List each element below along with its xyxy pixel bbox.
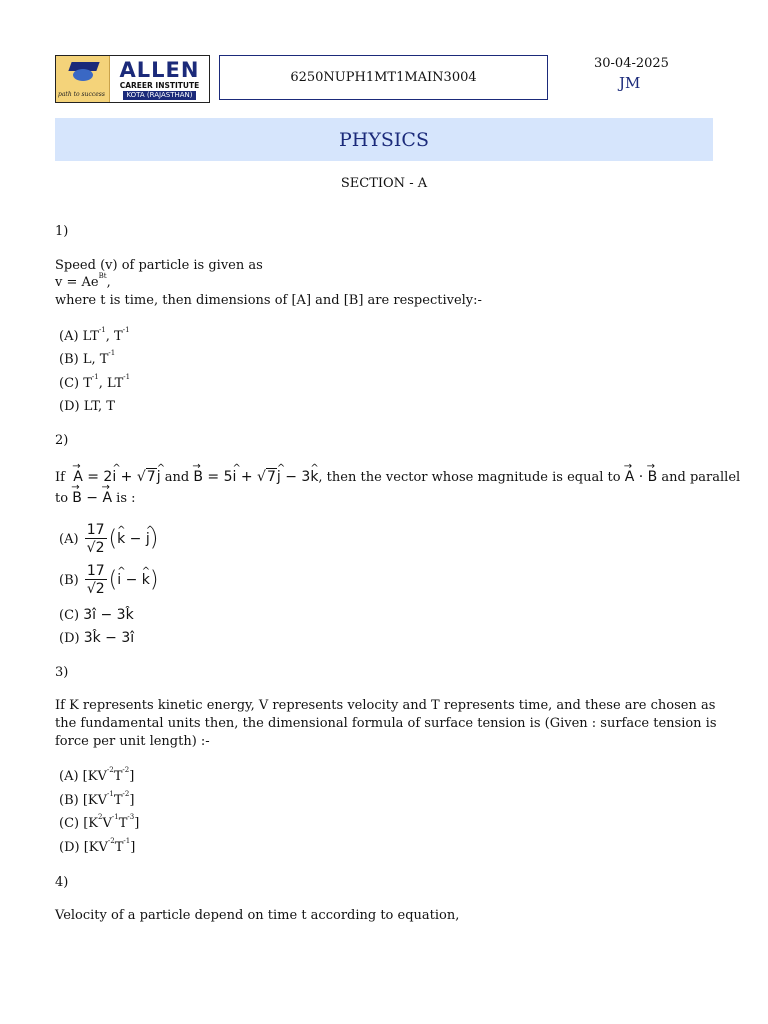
option-d[interactable]: (D) $[KV^{-2}T^{-1}]$ — [59, 837, 136, 855]
question-number: 1) — [55, 224, 69, 239]
option-d[interactable]: (D) LT, T — [59, 399, 115, 414]
question-text: If K represents kinetic energy, V represents velocity and T represents time, and these are chosen as — [55, 698, 716, 713]
logo-subtitle: CAREER INSTITUTE — [119, 80, 200, 90]
option-a[interactable]: (A) $LT^{-1}$, $T^{-1}$ — [59, 326, 130, 344]
paper-code: 6250NUPH1MT1MAIN3004 — [219, 55, 548, 100]
option-b[interactable]: (B) L, $T^{-1}$ — [59, 349, 116, 367]
question-number: 4) — [55, 875, 69, 890]
question-text: to → B − → A is : — [55, 490, 136, 507]
option-a[interactable]: (A) $\frac{17}{√2}$ (^ k − ^ j) — [59, 522, 158, 557]
option-c[interactable]: (C) 3î − 3k̂ — [59, 607, 134, 623]
option-a[interactable]: (A) $[KV^{-2}T^{-2}]$ — [59, 766, 135, 784]
exam-date: 30-04-2025 — [594, 56, 669, 71]
subject-title: PHYSICS — [55, 118, 713, 161]
option-b[interactable]: (B) $\frac{17}{√2}$ (^ i − ^ k) — [59, 563, 159, 598]
question-equation: $v = Ae^{Bt}$, — [55, 272, 111, 290]
question-text: force per unit length) :- — [55, 734, 210, 749]
logo-tagline: path to success — [58, 91, 105, 98]
option-c[interactable]: (C) $[K^2V^{-1}T^{-3}]$ — [59, 813, 140, 831]
question-number: 2) — [55, 433, 69, 448]
logo-location: KOTA (RAJASTHAN) — [123, 91, 195, 100]
question-number: 3) — [55, 665, 69, 680]
allen-logo — [55, 55, 210, 103]
question-text: Velocity of a particle depend on time t according to equation, — [55, 908, 460, 923]
question-text: where t is time, then dimensions of [A] and [B] are respectively:- — [55, 293, 482, 308]
section-heading: SECTION - A — [340, 176, 428, 191]
question-text: If → A = 2^ i + √7^ j and → B = 5^ i + √7^ j − 3^ k, then the vector whose magnitude is equal to → A · → B and parallel — [55, 469, 740, 486]
graduation-cap-icon — [56, 56, 110, 102]
question-text: Speed (v) of particle is given as — [55, 258, 263, 273]
option-b[interactable]: (B) $[KV^{-1}T^{-2}]$ — [59, 790, 135, 808]
logo-brand: ALLEN — [119, 57, 200, 82]
option-c[interactable]: (C) $T^{-1}$, $LT^{-1}$ — [59, 373, 131, 391]
question-text: the fundamental units then, the dimensional formula of surface tension is (Given : surface tension is — [55, 716, 717, 731]
option-d[interactable]: (D) 3k̂ − 3î — [59, 630, 135, 646]
batch-code: JM — [619, 74, 641, 92]
